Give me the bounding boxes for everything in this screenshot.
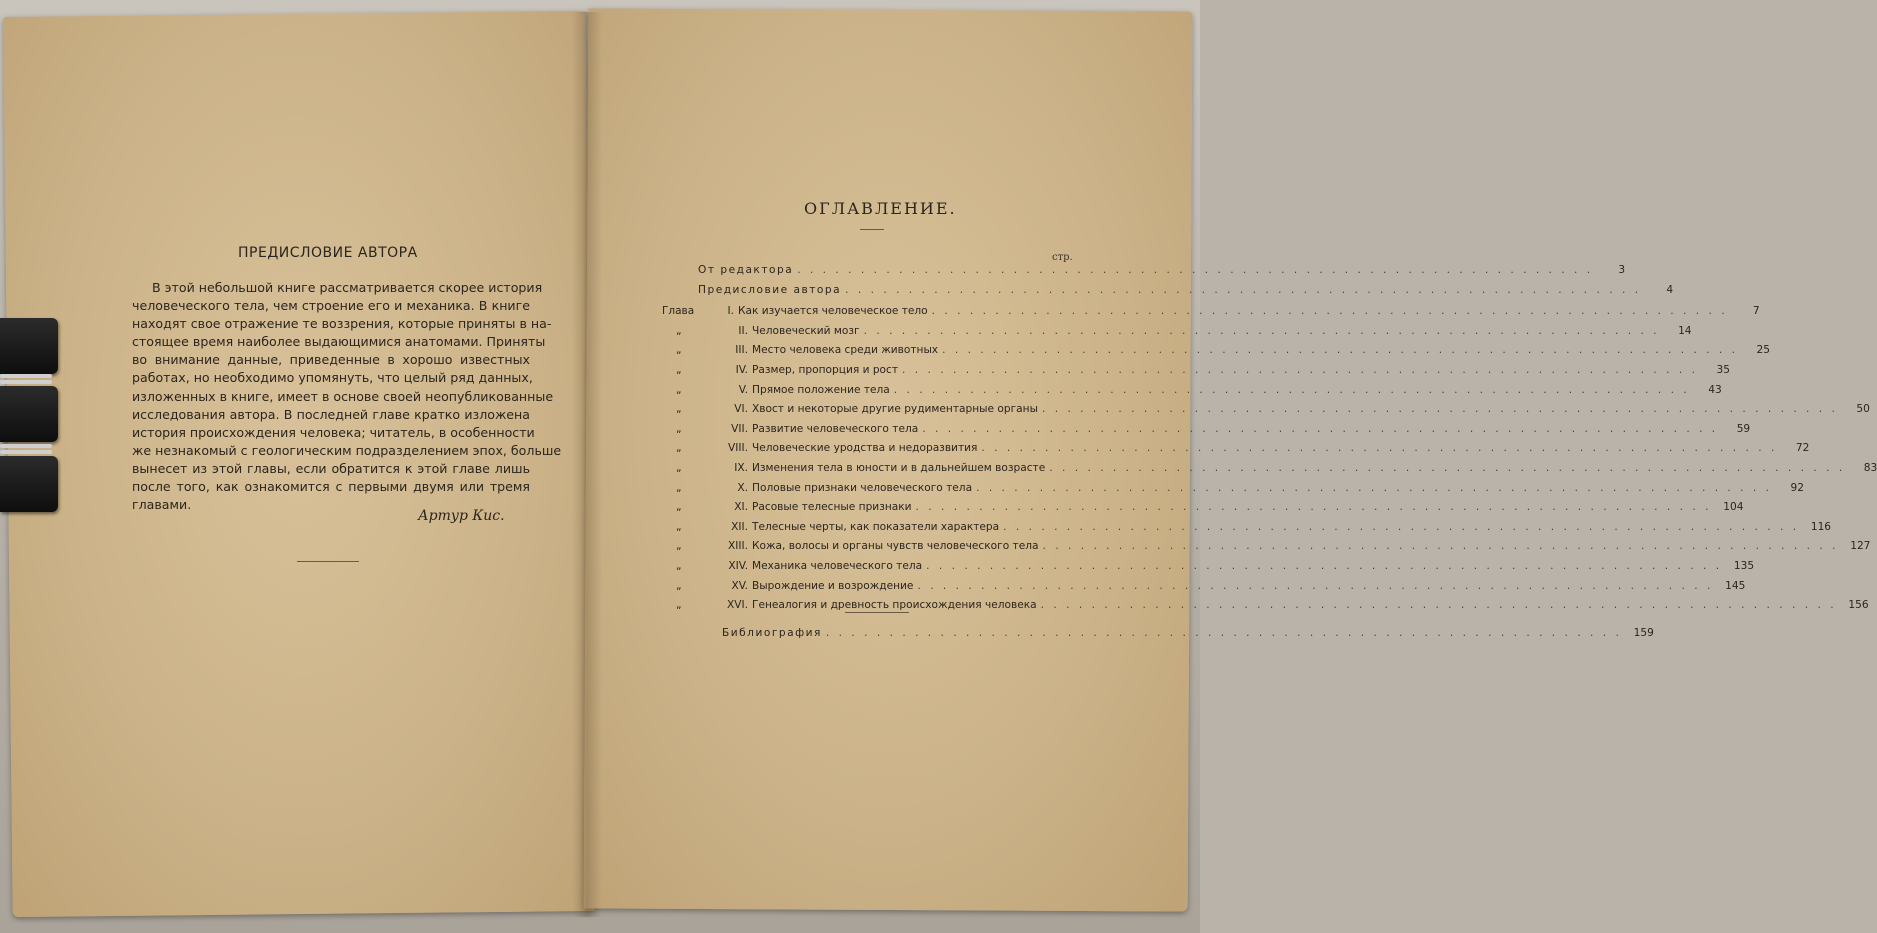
toc-entry [662, 626, 1654, 643]
page-column-label: стр. [1052, 252, 1073, 263]
toc-entry-page: 145 [1725, 579, 1746, 592]
toc-entry-title: Механика человеческого тела [752, 560, 923, 572]
preface-line: находят свое отражение те воззрения, которые приняты в на- [132, 316, 552, 332]
toc-entry-title: Человеческие уродства и недоразвития [752, 442, 978, 455]
toc-entry-number: I. [727, 305, 734, 318]
toc-entry-prefix: „ [676, 403, 682, 416]
toc-entry-title: Место человека среди животных [752, 344, 939, 357]
toc-title: ОГЛАВЛЕНИЕ. [804, 199, 957, 218]
toc-entry-prefix: „ [676, 324, 682, 337]
toc-entry-prefix: „ [676, 520, 682, 533]
preface-line: изложенных в книге, имеет в основе своей неопубликованные [132, 388, 554, 404]
toc-leader-dots [841, 284, 1645, 296]
toc-entry-page: 156 [1848, 599, 1869, 612]
toc-leader-dots [1045, 462, 1849, 474]
toc-entry [662, 305, 1760, 321]
toc-entry-page: 159 [1633, 626, 1654, 639]
toc-entry [662, 264, 1626, 280]
preface-line: во внимание данные, приведенные в хорошо известных [132, 352, 530, 368]
toc-entry-prefix: „ [676, 540, 682, 553]
toc-entry-title: Развитие человеческого тела [752, 422, 919, 435]
toc-entry-number: VII. [731, 422, 748, 435]
toc-entry-prefix: „ [676, 364, 682, 376]
toc-entry-page: 83 [1863, 462, 1877, 474]
toc-entry-page: 92 [1790, 481, 1805, 494]
toc-entry-page: 135 [1733, 560, 1755, 572]
toc-entry [662, 481, 1805, 498]
toc-entry-page: 59 [1736, 422, 1751, 435]
preface-title: ПРЕДИСЛОВИЕ АВТОРА [238, 245, 418, 261]
toc-entry-number: VIII. [728, 442, 748, 455]
toc-entry-page: 43 [1708, 383, 1722, 396]
toc-leader-dots [912, 501, 1716, 513]
toc-entry-number: IX. [734, 462, 748, 474]
preface-line: главами. [132, 497, 192, 513]
preface-line: исследования автора. В последней главе кратко изложена [132, 406, 530, 422]
preface-line: человеческого тела, чем строение его и механика. В книге [132, 298, 530, 314]
toc-entry-number: XII. [731, 520, 748, 533]
toc-entry-title: Телесные черты, как показатели характера [752, 520, 1000, 533]
preface-line: же незнакомый с геологическим подразделением эпох, больше [132, 442, 562, 458]
toc-entry-title: Человеческий мозг [752, 324, 860, 337]
toc-leader-dots [898, 364, 1702, 376]
toc-entry [662, 383, 1722, 400]
toc-entry [662, 283, 1674, 300]
toc-entry-number: XV. [731, 579, 748, 592]
toc-entry-title: Предисловие автора [698, 283, 842, 296]
toc-entry-prefix: „ [676, 422, 682, 435]
toc-entry-title: Генеалогия и древность происхождения человека [752, 599, 1037, 612]
toc-leader-dots [999, 521, 1803, 533]
toc-entry-number: VI. [734, 403, 748, 416]
right-page [584, 8, 1193, 911]
preface-body [132, 279, 562, 514]
toc-leader-dots [1037, 599, 1841, 611]
toc-title-rule [860, 229, 884, 230]
toc-entry-prefix: „ [676, 599, 682, 612]
preface-line: работах, но необходимо упомянуть, что целый ряд данных, [132, 370, 533, 386]
toc-entry-title: Расовые телесные признаки [752, 501, 912, 514]
toc-entry-prefix: „ [676, 344, 682, 357]
toc-entry [662, 422, 1751, 439]
toc-leader-dots [928, 305, 1732, 317]
right-divider-rule [845, 612, 909, 613]
toc-entry-prefix: „ [676, 462, 682, 474]
toc-leader-dots [938, 344, 1742, 356]
toc-entry-prefix: „ [676, 442, 682, 455]
toc-leader-dots [793, 264, 1597, 276]
toc-entry-title: Прямое положение тела [752, 383, 890, 396]
toc-entry-number: XVI. [727, 599, 748, 612]
toc-leader-dots [1039, 540, 1843, 552]
toc-entry [662, 442, 1810, 458]
toc-entry-number: V. [738, 383, 748, 396]
toc-leader-dots [913, 580, 1717, 592]
toc-entry-page: 127 [1850, 540, 1871, 553]
toc-leader-dots [890, 384, 1694, 396]
preface-line: В этой небольшой книге рассматривается скорее история [152, 280, 543, 295]
toc-entry-page: 50 [1856, 403, 1870, 416]
binder-clip [0, 318, 62, 513]
toc-entry-title: Библиография [722, 626, 822, 639]
toc-entry-title: Размер, пропорция и рост [752, 364, 899, 376]
toc-entry [662, 462, 1877, 478]
toc-entry-number: XIV. [728, 560, 748, 572]
toc-entry-page: 72 [1795, 442, 1810, 455]
toc-entry-number: II. [738, 324, 748, 337]
toc-entry-page: 35 [1716, 364, 1730, 376]
toc-leader-dots [822, 627, 1626, 639]
toc-entry-title: Кожа, волосы и органы чувств человеческого тела [752, 540, 1039, 553]
left-divider-rule [297, 561, 359, 562]
toc-entry-page: 14 [1678, 324, 1692, 337]
toc-entry-prefix: Глава [662, 305, 695, 318]
toc-entry-title: Вырождение и возрождение [752, 579, 914, 592]
toc-entry-page: 4 [1666, 283, 1674, 296]
toc-entry [662, 403, 1870, 419]
toc-entry-prefix: „ [676, 481, 682, 494]
toc-entry-prefix: „ [676, 383, 682, 396]
toc-entry [662, 324, 1692, 341]
toc-leader-dots [922, 560, 1726, 572]
toc-entry-title: От редактора [698, 264, 794, 276]
toc-entry [662, 344, 1771, 360]
toc-leader-dots [860, 325, 1664, 337]
preface-line: история происхождения человека; читатель, в особенности [132, 424, 535, 440]
toc-entry-number: XIII. [728, 540, 748, 553]
toc-entry-number: XI. [734, 501, 748, 514]
toc-leader-dots [1038, 403, 1842, 415]
toc-entry-page: 7 [1752, 305, 1760, 318]
toc-leader-dots [972, 482, 1776, 494]
toc-entry-title: Как изучается человеческое тело [738, 305, 928, 318]
toc-entry-page: 116 [1810, 520, 1832, 533]
preface-line: после того, как ознакомится с первыми двумя или тремя [132, 479, 530, 495]
toc-entry [662, 560, 1755, 576]
toc-entry-number: III. [735, 344, 748, 357]
toc-leader-dots [918, 423, 1722, 435]
toc-entry-title: Хвост и некоторые другие рудиментарные органы [752, 403, 1038, 416]
toc-entry-page: 25 [1756, 344, 1771, 357]
author-signature: Артур Кис. [418, 508, 505, 524]
toc-entry-title: Половые признаки человеческого тела [752, 481, 973, 494]
preface-line: стоящее время наиболее выдающимися анатомами. Приняты [132, 334, 546, 350]
toc-entry-number: IV. [735, 364, 748, 376]
toc-entry-page: 3 [1618, 264, 1626, 276]
toc-entry [662, 520, 1832, 537]
toc-entry [662, 501, 1744, 517]
preface-line: вынесет из этой главы, если обратится к этой главе лишь [132, 460, 530, 476]
toc-entry-prefix: „ [676, 579, 682, 592]
toc-entry-prefix: „ [676, 560, 682, 572]
toc-entry-number: X. [737, 481, 748, 494]
toc-entry-title: Изменения тела в юности и в дальнейшем возрасте [752, 462, 1046, 474]
toc-entry [662, 364, 1730, 380]
toc-entry [662, 579, 1746, 596]
toc-leader-dots [977, 442, 1781, 454]
toc-entry-page: 104 [1723, 501, 1744, 514]
toc-entry-prefix: „ [676, 501, 682, 514]
toc-entry [662, 540, 1871, 556]
